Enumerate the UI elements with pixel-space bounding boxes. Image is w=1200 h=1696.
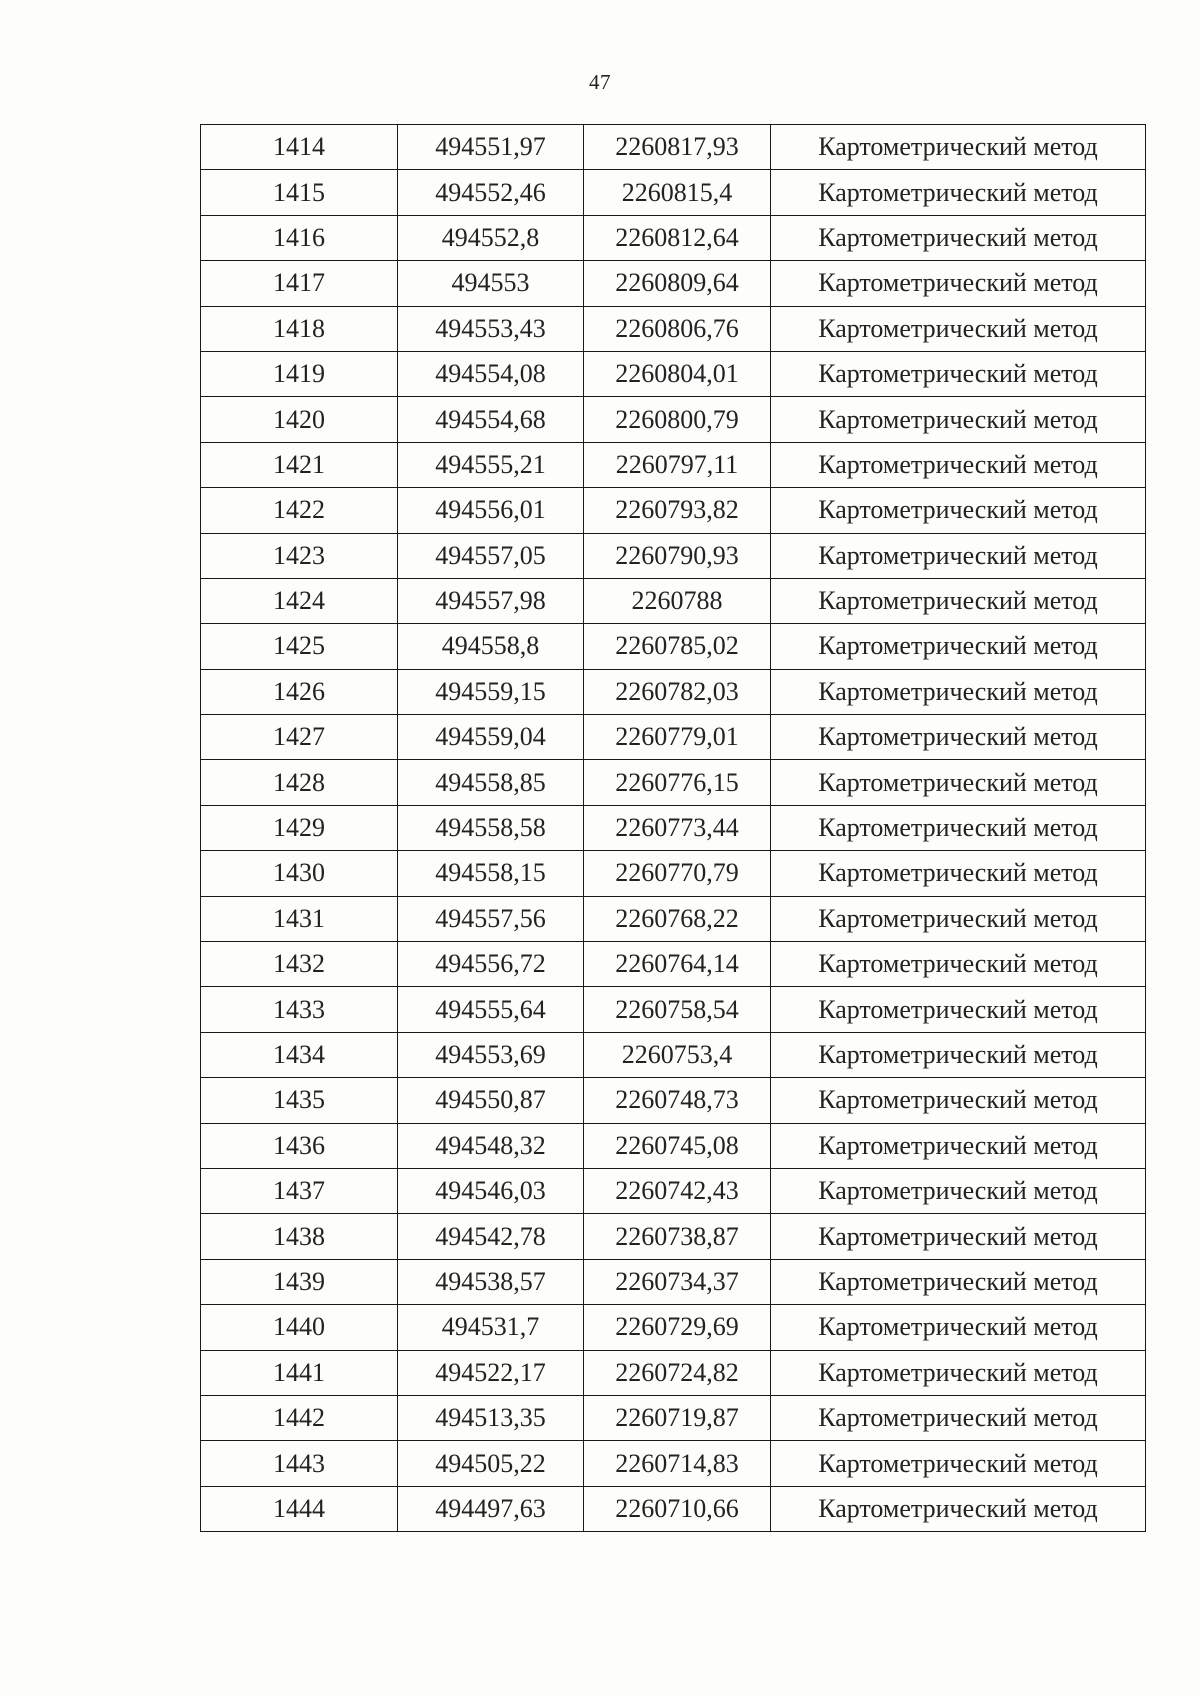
- method-cell: Картометрический метод: [771, 942, 1146, 987]
- point-number-cell: 1416: [201, 215, 398, 260]
- y-coordinate-cell: 2260817,93: [584, 125, 771, 170]
- y-coordinate-cell: 2260745,08: [584, 1123, 771, 1168]
- point-number-cell: 1435: [201, 1078, 398, 1123]
- x-coordinate-cell: 494513,35: [398, 1395, 584, 1440]
- method-cell: Картометрический метод: [771, 1305, 1146, 1350]
- table-row: [201, 1350, 1146, 1395]
- method-cell: Картометрический метод: [771, 351, 1146, 396]
- y-coordinate-cell: 2260806,76: [584, 306, 771, 351]
- table-row: [201, 1441, 1146, 1486]
- point-number-cell: 1419: [201, 351, 398, 396]
- table-row: [201, 125, 1146, 170]
- table-row: [201, 306, 1146, 351]
- point-number-cell: 1418: [201, 306, 398, 351]
- page-number: 47: [589, 70, 611, 94]
- method-cell: Картометрический метод: [771, 760, 1146, 805]
- y-coordinate-cell: 2260714,83: [584, 1441, 771, 1486]
- table-row: [201, 851, 1146, 896]
- x-coordinate-cell: 494556,72: [398, 942, 584, 987]
- x-coordinate-cell: 494559,04: [398, 715, 584, 760]
- x-coordinate-cell: 494557,98: [398, 578, 584, 623]
- y-coordinate-cell: 2260804,01: [584, 351, 771, 396]
- method-cell: Картометрический метод: [771, 1214, 1146, 1259]
- point-number-cell: 1427: [201, 715, 398, 760]
- x-coordinate-cell: 494553,69: [398, 1032, 584, 1077]
- table-row: [201, 533, 1146, 578]
- point-number-cell: 1425: [201, 624, 398, 669]
- point-number-cell: 1444: [201, 1486, 398, 1531]
- point-number-cell: 1441: [201, 1350, 398, 1395]
- point-number-cell: 1422: [201, 488, 398, 533]
- method-cell: Картометрический метод: [771, 442, 1146, 487]
- method-cell: Картометрический метод: [771, 1123, 1146, 1168]
- table-row: [201, 987, 1146, 1032]
- point-number-cell: 1423: [201, 533, 398, 578]
- table-row: [201, 1168, 1146, 1213]
- y-coordinate-cell: 2260753,4: [584, 1032, 771, 1077]
- point-number-cell: 1420: [201, 397, 398, 442]
- point-number-cell: 1414: [201, 125, 398, 170]
- point-number-cell: 1439: [201, 1259, 398, 1304]
- method-cell: Картометрический метод: [771, 805, 1146, 850]
- method-cell: Картометрический метод: [771, 1032, 1146, 1077]
- x-coordinate-cell: 494557,56: [398, 896, 584, 941]
- table-row: [201, 805, 1146, 850]
- y-coordinate-cell: 2260776,15: [584, 760, 771, 805]
- table-row: [201, 1032, 1146, 1077]
- y-coordinate-cell: 2260790,93: [584, 533, 771, 578]
- point-number-cell: 1434: [201, 1032, 398, 1077]
- y-coordinate-cell: 2260768,22: [584, 896, 771, 941]
- table-row: [201, 1395, 1146, 1440]
- y-coordinate-cell: 2260724,82: [584, 1350, 771, 1395]
- table-row: [201, 351, 1146, 396]
- method-cell: Картометрический метод: [771, 1078, 1146, 1123]
- point-number-cell: 1443: [201, 1441, 398, 1486]
- x-coordinate-cell: 494558,15: [398, 851, 584, 896]
- point-number-cell: 1430: [201, 851, 398, 896]
- x-coordinate-cell: 494555,64: [398, 987, 584, 1032]
- table-row: [201, 896, 1146, 941]
- table-row: [201, 1305, 1146, 1350]
- y-coordinate-cell: 2260748,73: [584, 1078, 771, 1123]
- y-coordinate-cell: 2260809,64: [584, 261, 771, 306]
- x-coordinate-cell: 494557,05: [398, 533, 584, 578]
- x-coordinate-cell: 494553,43: [398, 306, 584, 351]
- method-cell: Картометрический метод: [771, 1259, 1146, 1304]
- method-cell: Картометрический метод: [771, 715, 1146, 760]
- y-coordinate-cell: 2260764,14: [584, 942, 771, 987]
- y-coordinate-cell: 2260812,64: [584, 215, 771, 260]
- y-coordinate-cell: 2260734,37: [584, 1259, 771, 1304]
- table-row: [201, 1259, 1146, 1304]
- method-cell: Картометрический метод: [771, 397, 1146, 442]
- point-number-cell: 1431: [201, 896, 398, 941]
- x-coordinate-cell: 494531,7: [398, 1305, 584, 1350]
- y-coordinate-cell: 2260710,66: [584, 1486, 771, 1531]
- y-coordinate-cell: 2260742,43: [584, 1168, 771, 1213]
- table-row: [201, 624, 1146, 669]
- point-number-cell: 1440: [201, 1305, 398, 1350]
- x-coordinate-cell: 494542,78: [398, 1214, 584, 1259]
- y-coordinate-cell: 2260815,4: [584, 170, 771, 215]
- y-coordinate-cell: 2260788: [584, 578, 771, 623]
- table-row: [201, 942, 1146, 987]
- coordinates-table: [200, 124, 1146, 1532]
- point-number-cell: 1424: [201, 578, 398, 623]
- x-coordinate-cell: 494550,87: [398, 1078, 584, 1123]
- x-coordinate-cell: 494555,21: [398, 442, 584, 487]
- point-number-cell: 1442: [201, 1395, 398, 1440]
- y-coordinate-cell: 2260797,11: [584, 442, 771, 487]
- point-number-cell: 1415: [201, 170, 398, 215]
- x-coordinate-cell: 494552,8: [398, 215, 584, 260]
- point-number-cell: 1426: [201, 669, 398, 714]
- x-coordinate-cell: 494558,8: [398, 624, 584, 669]
- y-coordinate-cell: 2260738,87: [584, 1214, 771, 1259]
- table-row: [201, 1486, 1146, 1531]
- x-coordinate-cell: 494551,97: [398, 125, 584, 170]
- table-row: [201, 442, 1146, 487]
- x-coordinate-cell: 494559,15: [398, 669, 584, 714]
- method-cell: Картометрический метод: [771, 1486, 1146, 1531]
- x-coordinate-cell: 494546,03: [398, 1168, 584, 1213]
- y-coordinate-cell: 2260719,87: [584, 1395, 771, 1440]
- table-row: [201, 715, 1146, 760]
- point-number-cell: 1432: [201, 942, 398, 987]
- point-number-cell: 1429: [201, 805, 398, 850]
- method-cell: Картометрический метод: [771, 1168, 1146, 1213]
- method-cell: Картометрический метод: [771, 669, 1146, 714]
- x-coordinate-cell: 494505,22: [398, 1441, 584, 1486]
- table-row: [201, 578, 1146, 623]
- y-coordinate-cell: 2260758,54: [584, 987, 771, 1032]
- table-row: [201, 1078, 1146, 1123]
- table-row: [201, 669, 1146, 714]
- y-coordinate-cell: 2260729,69: [584, 1305, 771, 1350]
- x-coordinate-cell: 494522,17: [398, 1350, 584, 1395]
- point-number-cell: 1433: [201, 987, 398, 1032]
- method-cell: Картометрический метод: [771, 578, 1146, 623]
- x-coordinate-cell: 494538,57: [398, 1259, 584, 1304]
- point-number-cell: 1438: [201, 1214, 398, 1259]
- y-coordinate-cell: 2260793,82: [584, 488, 771, 533]
- x-coordinate-cell: 494558,85: [398, 760, 584, 805]
- y-coordinate-cell: 2260773,44: [584, 805, 771, 850]
- x-coordinate-cell: 494497,63: [398, 1486, 584, 1531]
- method-cell: Картометрический метод: [771, 1350, 1146, 1395]
- y-coordinate-cell: 2260785,02: [584, 624, 771, 669]
- table-row: [201, 397, 1146, 442]
- method-cell: Картометрический метод: [771, 987, 1146, 1032]
- table-row: [201, 261, 1146, 306]
- table-row: [201, 488, 1146, 533]
- method-cell: Картометрический метод: [771, 125, 1146, 170]
- method-cell: Картометрический метод: [771, 533, 1146, 578]
- y-coordinate-cell: 2260800,79: [584, 397, 771, 442]
- method-cell: Картометрический метод: [771, 488, 1146, 533]
- point-number-cell: 1417: [201, 261, 398, 306]
- coordinates-table-body: [201, 125, 1146, 1532]
- method-cell: Картометрический метод: [771, 1441, 1146, 1486]
- x-coordinate-cell: 494548,32: [398, 1123, 584, 1168]
- method-cell: Картометрический метод: [771, 306, 1146, 351]
- y-coordinate-cell: 2260782,03: [584, 669, 771, 714]
- point-number-cell: 1421: [201, 442, 398, 487]
- method-cell: Картометрический метод: [771, 624, 1146, 669]
- x-coordinate-cell: 494552,46: [398, 170, 584, 215]
- method-cell: Картометрический метод: [771, 896, 1146, 941]
- method-cell: Картометрический метод: [771, 215, 1146, 260]
- y-coordinate-cell: 2260770,79: [584, 851, 771, 896]
- point-number-cell: 1436: [201, 1123, 398, 1168]
- x-coordinate-cell: 494556,01: [398, 488, 584, 533]
- table-row: [201, 1214, 1146, 1259]
- x-coordinate-cell: 494554,08: [398, 351, 584, 396]
- point-number-cell: 1428: [201, 760, 398, 805]
- y-coordinate-cell: 2260779,01: [584, 715, 771, 760]
- x-coordinate-cell: 494554,68: [398, 397, 584, 442]
- table-row: [201, 215, 1146, 260]
- table-row: [201, 170, 1146, 215]
- table-row: [201, 760, 1146, 805]
- x-coordinate-cell: 494553: [398, 261, 584, 306]
- x-coordinate-cell: 494558,58: [398, 805, 584, 850]
- method-cell: Картометрический метод: [771, 261, 1146, 306]
- method-cell: Картометрический метод: [771, 170, 1146, 215]
- method-cell: Картометрический метод: [771, 851, 1146, 896]
- point-number-cell: 1437: [201, 1168, 398, 1213]
- method-cell: Картометрический метод: [771, 1395, 1146, 1440]
- table-row: [201, 1123, 1146, 1168]
